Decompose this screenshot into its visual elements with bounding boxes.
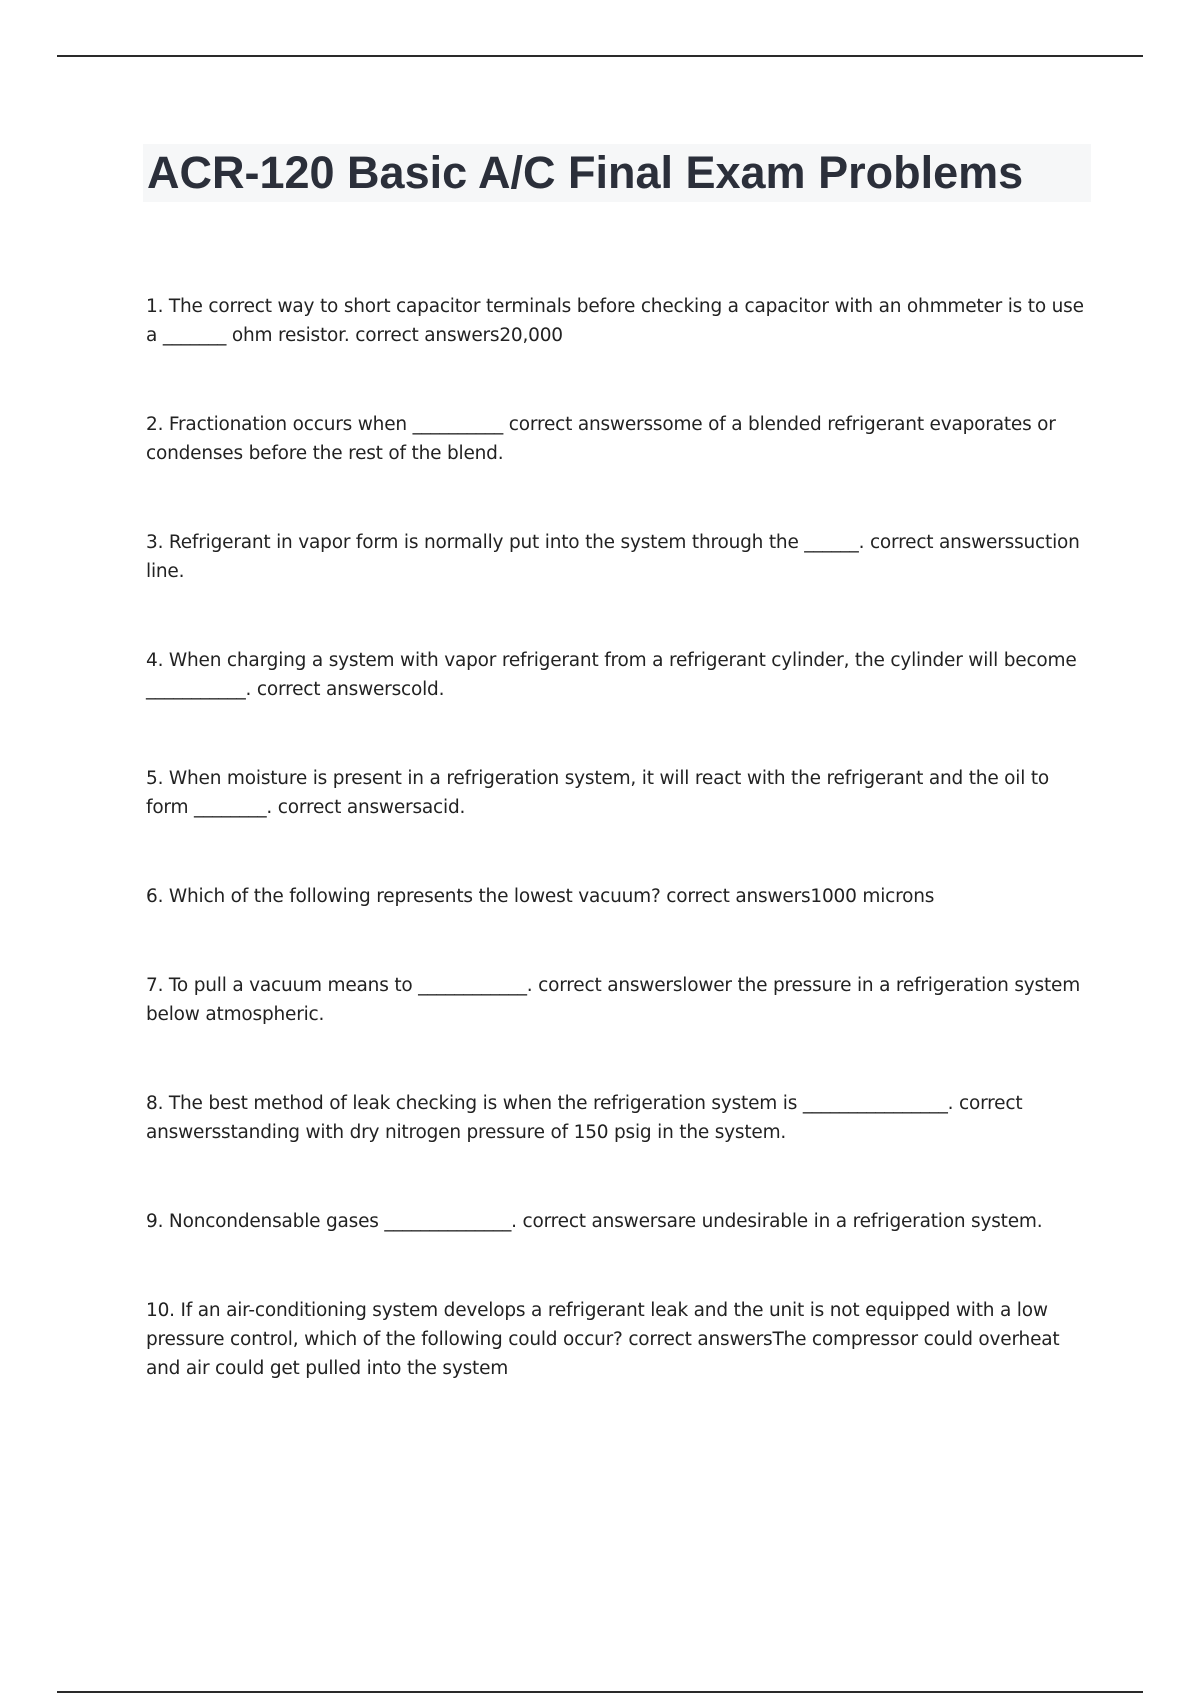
question-2: 2. Fractionation occurs when __________ correct answerssome of a blended refrigerant evaporates or condenses before the rest of the blend. (146, 414, 1056, 464)
question-list (146, 292, 1096, 1443)
question-10: 10. If an air-conditioning system develops a refrigerant leak and the unit is not equipped with a low pressure control, which of the following could occur? correct answersThe compressor could overheat and air could get pulled into the system (146, 1300, 1060, 1379)
question-1: 1. The correct way to short capacitor terminals before checking a capacitor with an ohmmeter is to use a _______ ohm resistor. correct answers20,000 (146, 296, 1084, 346)
question-4: 4. When charging a system with vapor refrigerant from a refrigerant cylinder, the cylinder will become ___________. correct answerscold. (146, 650, 1077, 700)
question-6: 6. Which of the following represents the lowest vacuum? correct answers1000 microns (146, 886, 935, 907)
title-block (143, 144, 1091, 202)
bottom-divider (57, 1691, 1143, 1693)
question-3: 3. Refrigerant in vapor form is normally put into the system through the ______. correct answerssuction line. (146, 532, 1080, 582)
question-8: 8. The best method of leak checking is when the refrigeration system is ________________. correct answersstanding with dry nitrogen pressure of 150 psig in the system. (146, 1093, 1023, 1143)
question-7: 7. To pull a vacuum means to ____________. correct answerslower the pressure in a refrigeration system below atmospheric. (146, 975, 1081, 1025)
page-title: ACR-120 Basic A/C Final Exam Problems (147, 147, 1024, 198)
question-5: 5. When moisture is present in a refrigeration system, it will react with the refrigerant and the oil to form ________. correct answersacid. (146, 768, 1050, 818)
question-9: 9. Noncondensable gases ______________. correct answersare undesirable in a refrigeration system. (146, 1211, 1043, 1232)
top-divider (57, 55, 1143, 57)
